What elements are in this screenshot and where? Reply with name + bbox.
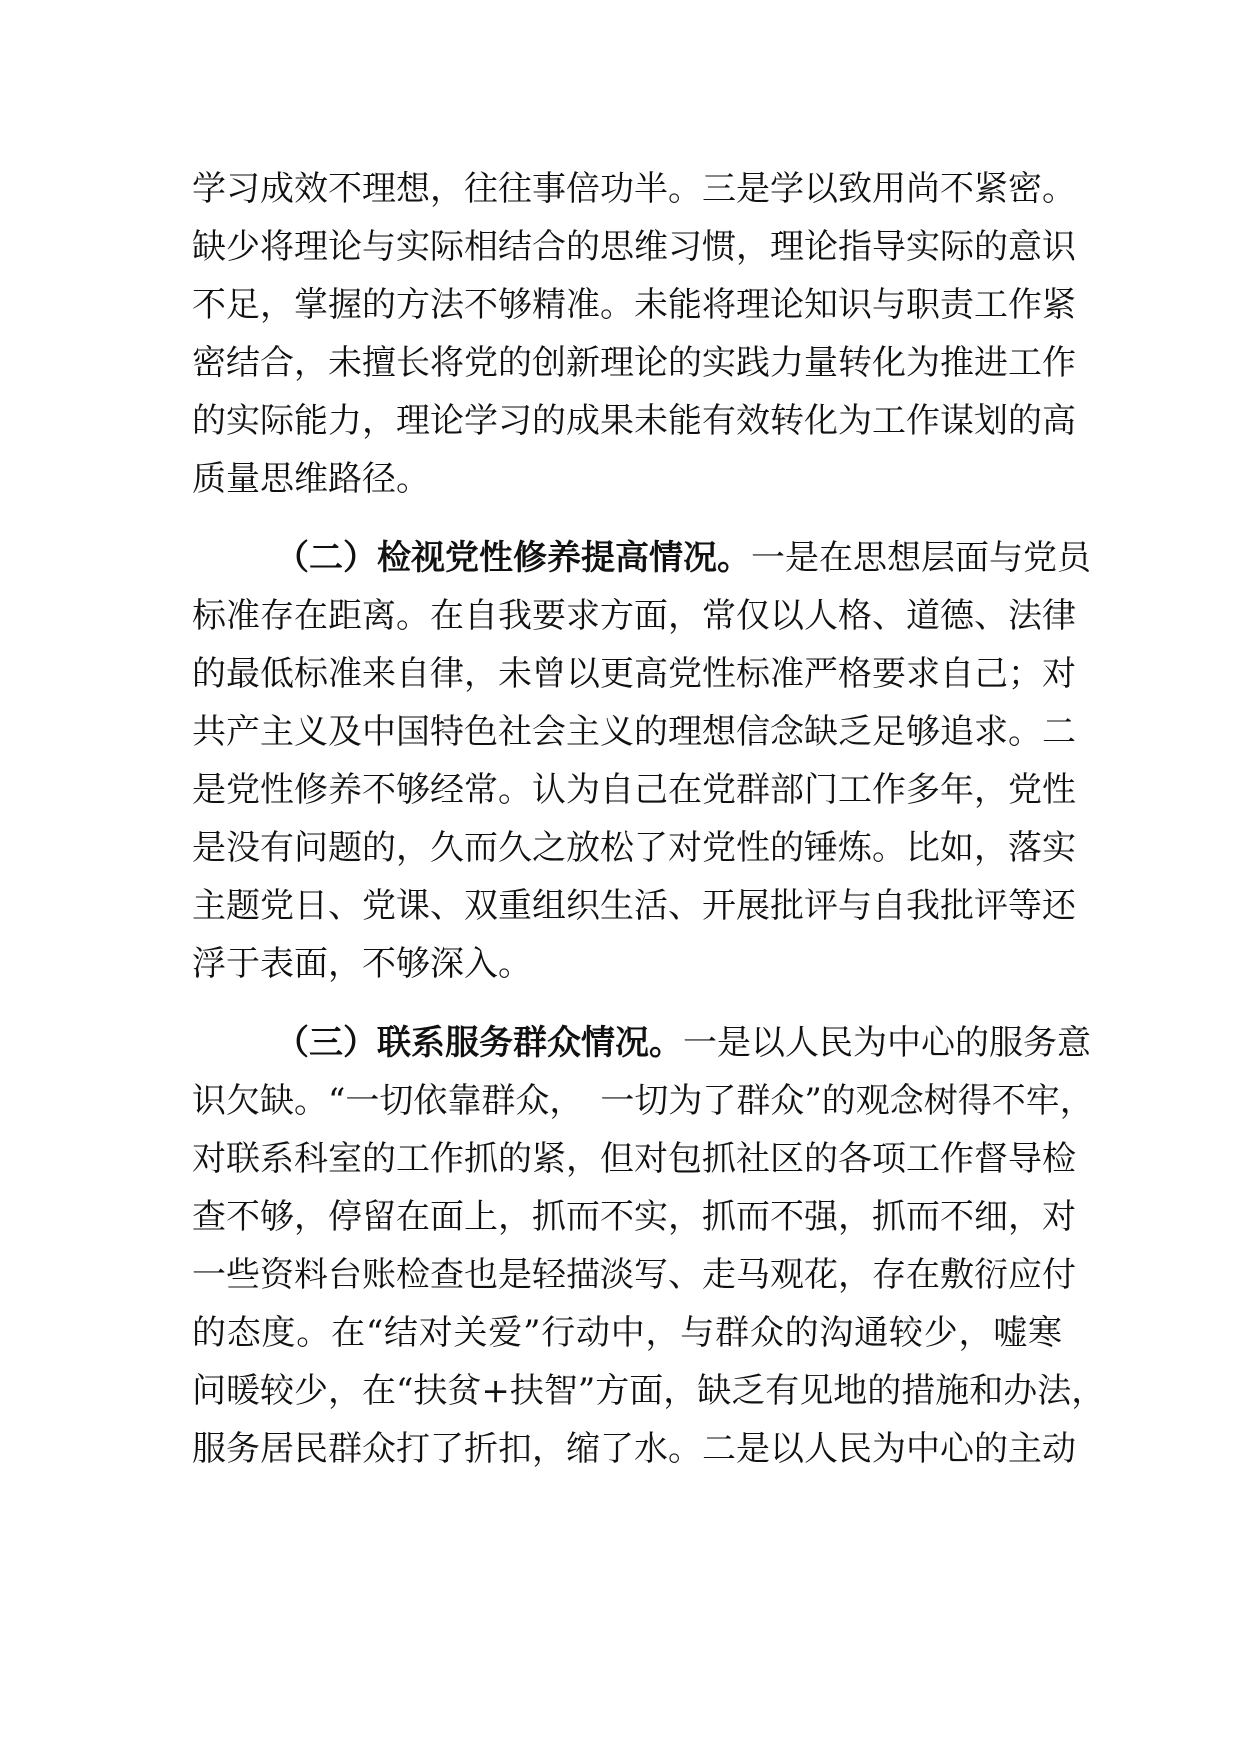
text-line: 的态度。在“结对关爱”行动中，与群众的沟通较少，嘘寒 xyxy=(192,1313,1062,1353)
text-line: 服务居民群众打了折扣，缩了水。二是以人民为中心的主动 xyxy=(192,1429,1076,1469)
paragraph-party-spirit xyxy=(192,529,1091,993)
text-line: 识欠缺。“一切依靠群众， 一切为了群众”的观念树得不牢， xyxy=(192,1081,1094,1121)
text-line: 浮于表面，不够深入。 xyxy=(192,944,532,984)
text-line: 缺少将理论与实际相结合的思维习惯，理论指导实际的意识 xyxy=(192,227,1076,267)
paragraph-serving-masses xyxy=(192,1014,1106,1478)
text-line: 对联系科室的工作抓的紧，但对包抓社区的各项工作督导检 xyxy=(192,1139,1076,1179)
paragraph-first-line xyxy=(192,529,1091,587)
text-run: 一是以人民为中心的服务意 xyxy=(683,1023,1091,1063)
text-line: 一些资料台账检查也是轻描淡写、走马观花，存在敷衍应付 xyxy=(192,1255,1076,1295)
text-line: 是党性修养不够经常。认为自己在党群部门工作多年，党性 xyxy=(192,770,1076,810)
text-line: 标准存在距离。在自我要求方面，常仅以人格、道德、法律 xyxy=(192,596,1076,636)
paragraph-first-line xyxy=(192,1014,1091,1072)
paragraph-study-effectiveness xyxy=(192,160,1076,508)
text-line: 的实际能力，理论学习的成果未能有效转化为工作谋划的高 xyxy=(192,401,1076,441)
text-run: 一是在思想层面与党员 xyxy=(751,538,1091,578)
text-line: 查不够，停留在面上，抓而不实，抓而不强，抓而不细，对 xyxy=(192,1197,1076,1237)
text-line: 不足，掌握的方法不够精准。未能将理论知识与职责工作紧 xyxy=(192,285,1076,325)
section-heading-party-spirit: （二）检视党性修养提高情况。 xyxy=(275,538,751,578)
text-line: 质量思维路径。 xyxy=(192,459,430,499)
text-line: 的最低标准来自律，未曾以更高党性标准严格要求自己；对 xyxy=(192,654,1076,694)
text-line: 是没有问题的，久而久之放松了对党性的锤炼。比如，落实 xyxy=(192,828,1076,868)
text-line: 密结合，未擅长将党的创新理论的实践力量转化为推进工作 xyxy=(192,343,1076,383)
section-heading-serving-masses: （三）联系服务群众情况。 xyxy=(275,1023,683,1063)
text-line: 问暖较少，在“扶贫+扶智”方面，缺乏有见地的措施和办法， xyxy=(192,1371,1106,1411)
text-line: 学习成效不理想，往往事倍功半。三是学以致用尚不紧密。 xyxy=(192,169,1076,209)
document-body xyxy=(192,160,1106,1499)
text-line: 主题党日、党课、双重组织生活、开展批评与自我批评等还 xyxy=(192,886,1076,926)
text-line: 共产主义及中国特色社会主义的理想信念缺乏足够追求。二 xyxy=(192,712,1076,752)
